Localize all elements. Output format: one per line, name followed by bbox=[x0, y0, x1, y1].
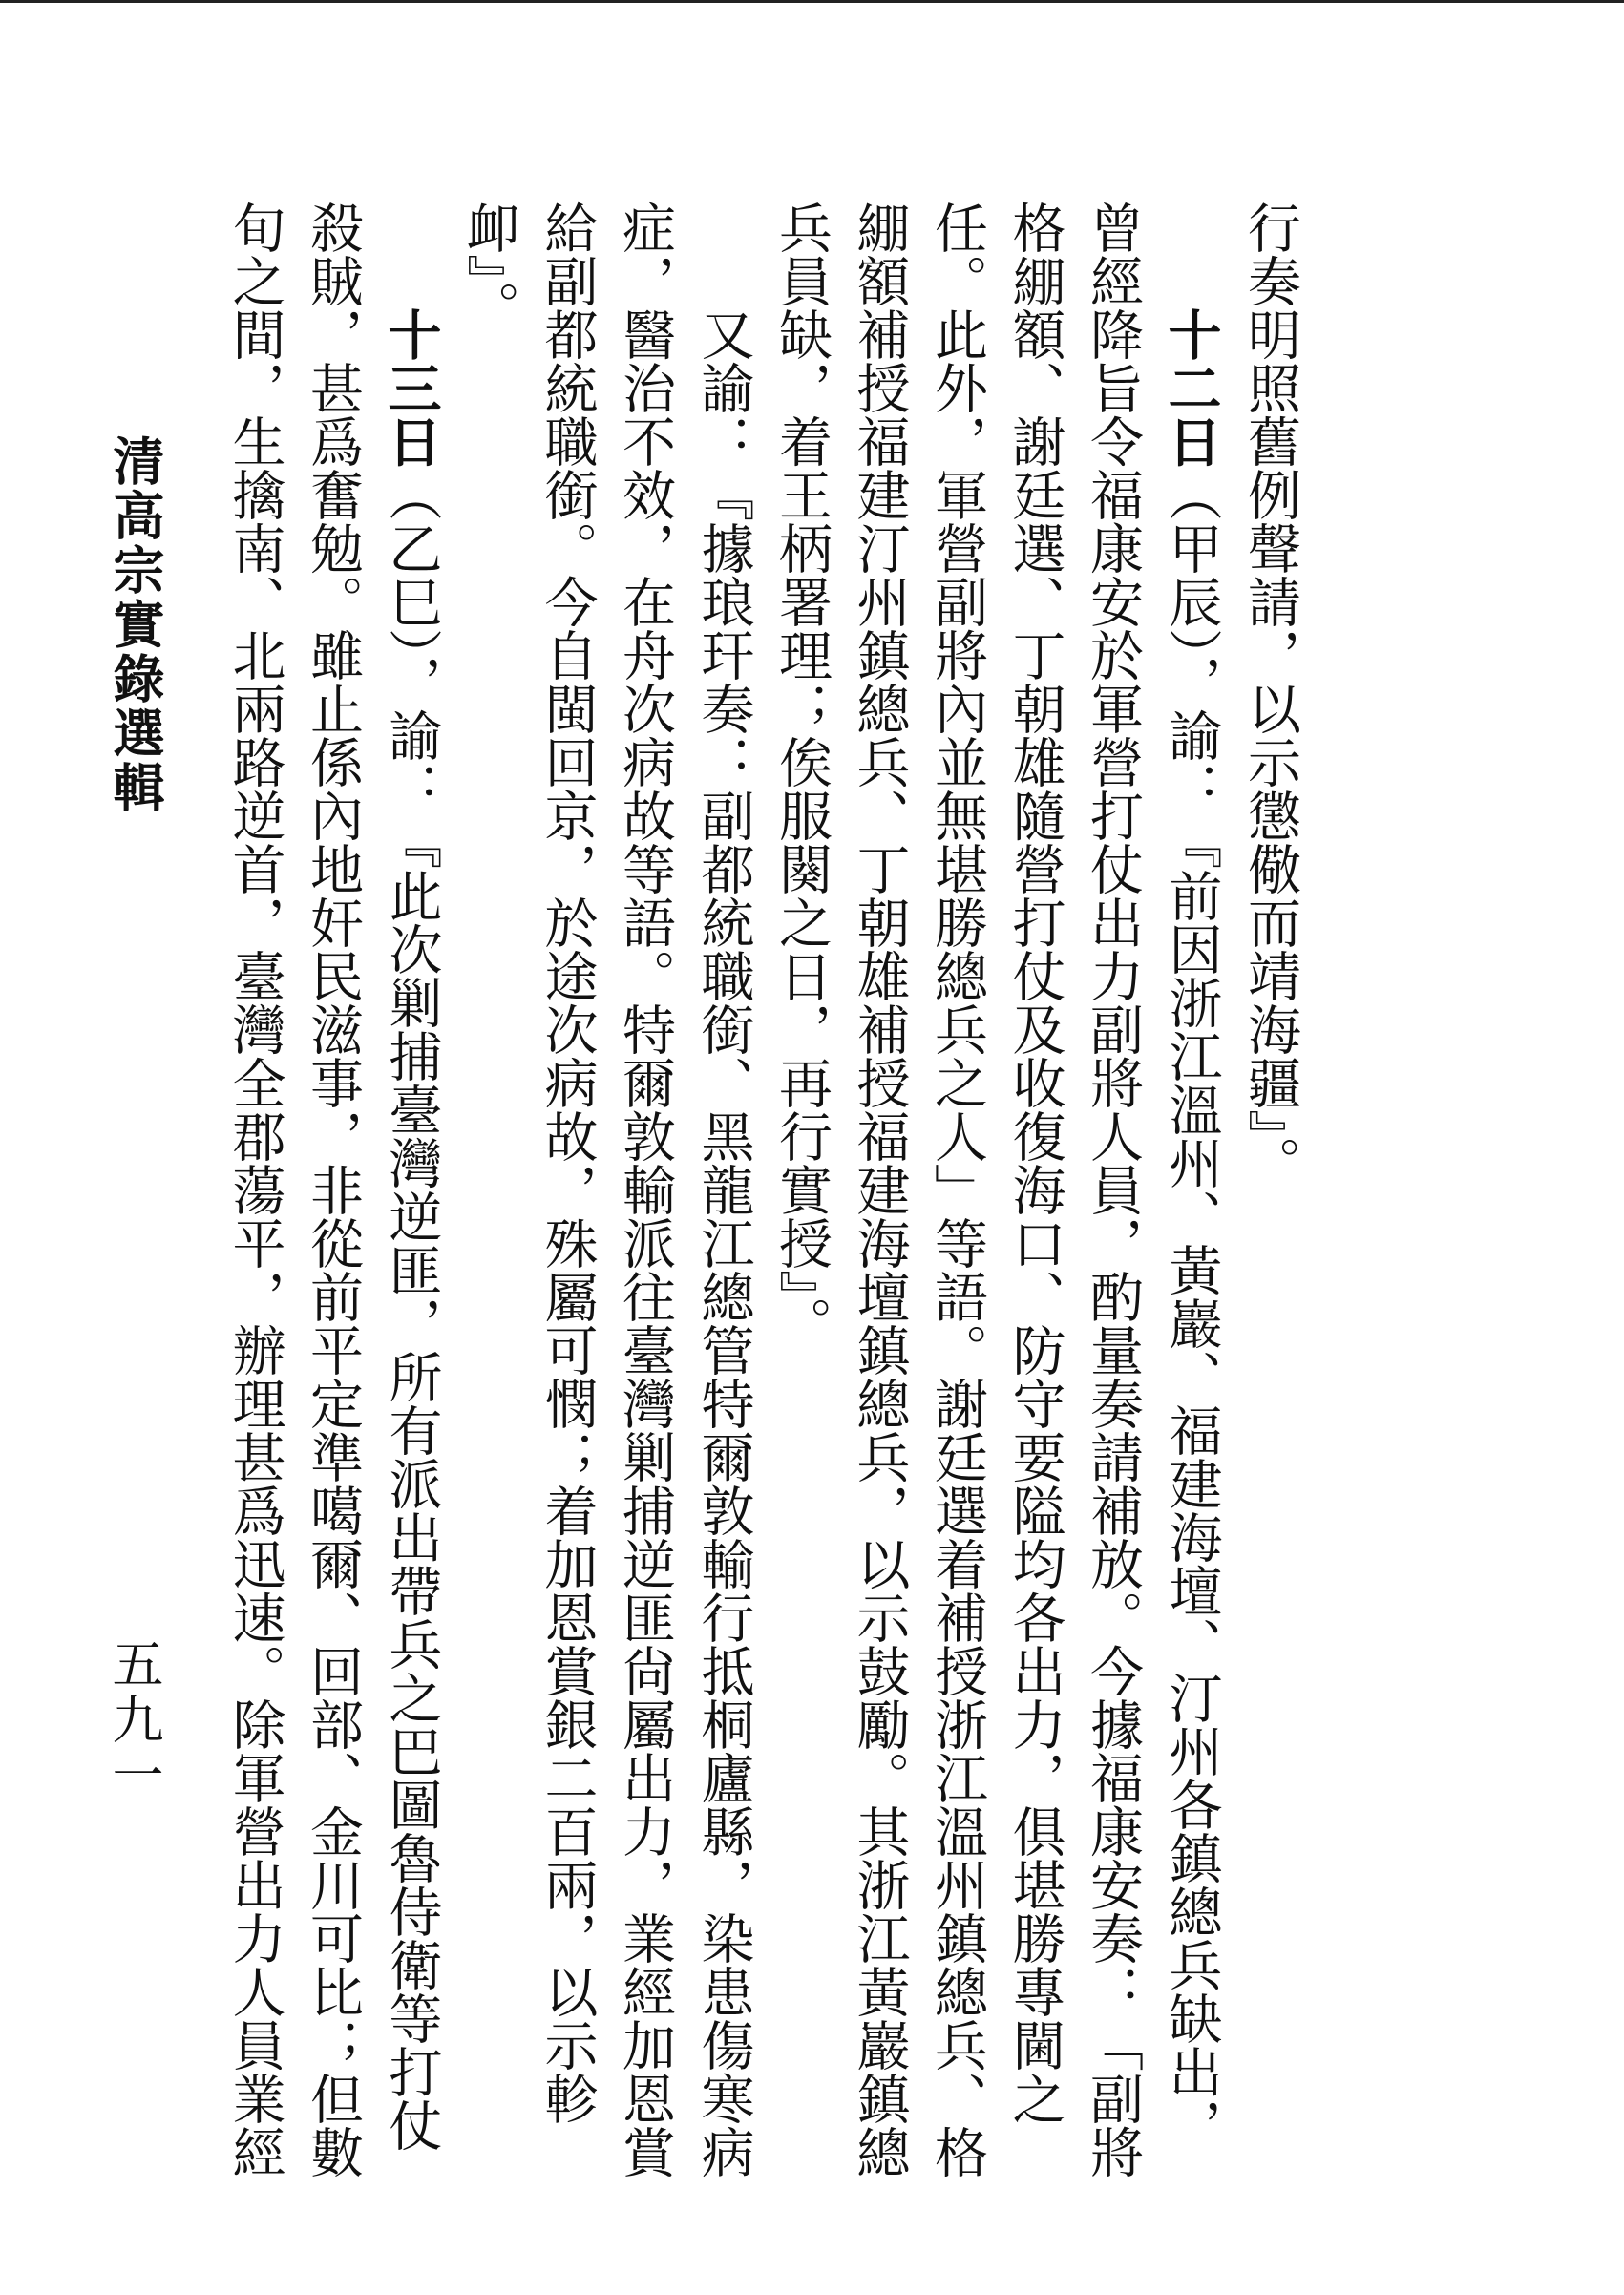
paragraph-2-date: 十二日 bbox=[1159, 307, 1223, 468]
paragraph-4 bbox=[221, 200, 451, 2196]
paragraph-1-text: 行奏明照舊例聲請，以示懲儆而靖海疆』。 bbox=[1239, 200, 1301, 1190]
paragraph-2-text: （甲辰），諭：『前因浙江溫州、黃巖、福建海壇、汀州各鎮總兵缺出，曾經降旨令福康安於軍營打仗出力副將人員，酌量奏請補放。今據福康安奏：「副將格綳額、謝廷選、丁朝雄隨營打仗及收復海口、防守要隘均各出力，俱堪勝專閫之任。此外，軍營副將內並無堪勝總兵之人」等語。謝廷選着補授浙江溫州鎮總兵、格綳額補授福建汀州鎮總兵、丁朝雄補授福建海壇鎮總兵，以示鼓勵。其浙江黃巖鎮總兵員缺，着王柄署理；俟服闋之日，再行實授』。 bbox=[770, 200, 1223, 2179]
paragraph-3 bbox=[451, 200, 763, 2196]
paragraph-2 bbox=[763, 200, 1231, 2196]
paragraph-1 bbox=[1231, 200, 1310, 2196]
book-title: 清高宗實錄選輯 bbox=[105, 434, 166, 815]
paragraph-3-text: 又諭：『據琅玕奏：副都統職銜、黑龍江總管特爾敦輸行抵桐廬縣，染患傷寒病症，醫治不效，在舟次病故等語。特爾敦輸派往臺灣剿捕逆匪尙屬出力，業經加恩賞給副都統職銜。今自閩回京，於途次病故，殊屬可憫；着加恩賞銀二百兩，以示軫卹』。 bbox=[458, 200, 755, 2179]
page-number: 五九一 bbox=[104, 1637, 164, 1803]
paragraph-4-date: 十三日 bbox=[379, 307, 443, 468]
top-border-rule bbox=[0, 0, 1624, 3]
paragraph-4-text: （乙巳），諭：『此次剿捕臺灣逆匪，所有派出帶兵之巴圖魯侍衛等打仗殺賊，甚爲奮勉。雖止係內地奸民滋事，非從前平定準噶爾、回部、金川可比；但數旬之間，生擒南、北兩路逆首，臺灣全郡蕩平，辦理甚爲迅速。除軍營出力人員業經 bbox=[223, 200, 443, 2179]
document-body bbox=[221, 200, 1309, 2196]
